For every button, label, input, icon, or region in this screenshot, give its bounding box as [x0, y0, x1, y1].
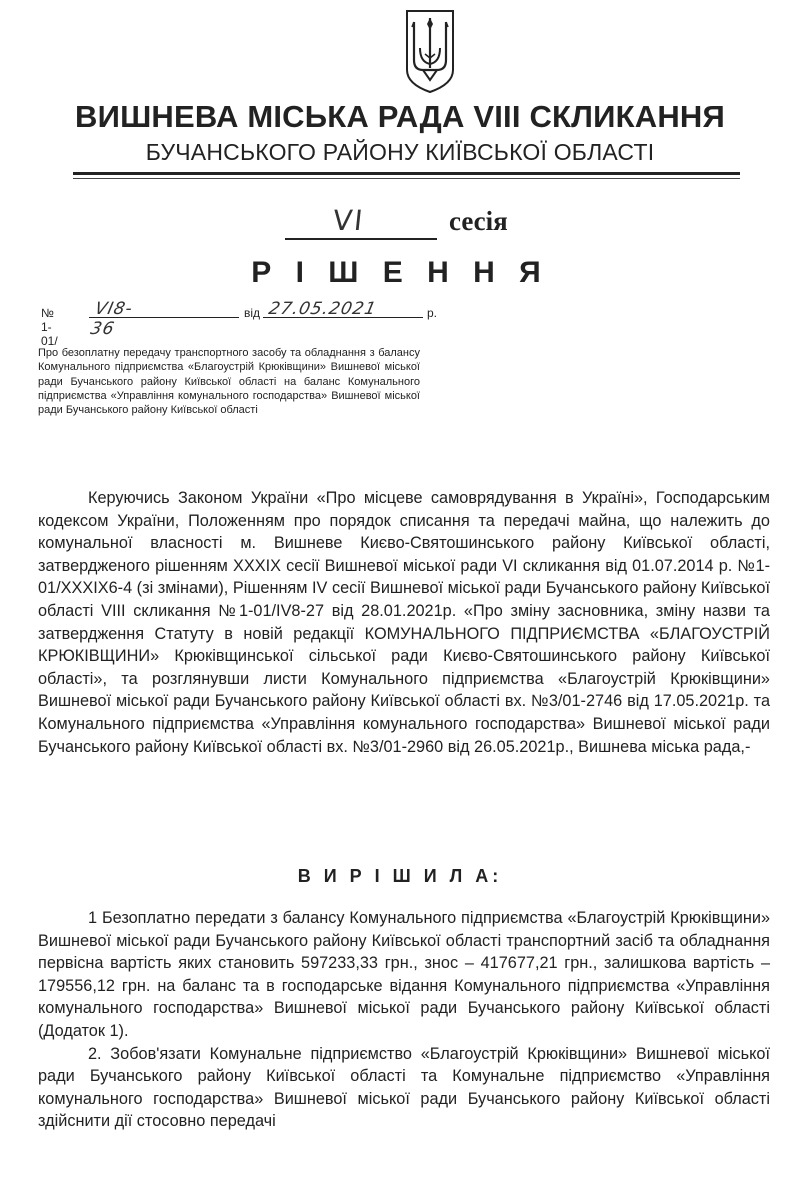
- date-prefix: від: [244, 306, 261, 320]
- session-number: VI: [331, 204, 367, 237]
- header-divider-thin: [73, 178, 740, 179]
- document-number: VI8-36: [88, 299, 135, 339]
- decision-item-2: 2. Зобов'язати Комунальне підприємство «Благоустрій Крюківщини» Вишневої міської ради Бучанського району Київської області та Комунальне підприємство «Управління комунального господарства» Вишневої міської ради Бучанського району Київської області здійснити дії стосовно передачі: [38, 1044, 770, 1131]
- council-name: ВИШНЕВА МІСЬКА РАДА VIII СКЛИКАННЯ: [75, 99, 725, 134]
- resolved-heading: В И Р І Ш И Л А:: [297, 866, 503, 886]
- decision-items: [38, 907, 770, 1133]
- document-date: 27.05.2021: [266, 299, 379, 319]
- session-number-blank: [285, 202, 437, 240]
- trident-coat-of-arms-icon: [403, 8, 457, 94]
- decision-subject: Про безоплатну передачу транспортного засобу та обладнання з балансу Комунального підприємства «Благоустрій Крюківщини» Вишневої міської ради Бучанського району Київської області на баланс Комунального підприємства «Управління комунального господарства» Вишневої міської ради Бучанського району Київської області: [38, 347, 420, 417]
- date-suffix: р.: [427, 306, 438, 320]
- decision-item-1: 1 Безоплатно передати з балансу Комунального підприємства «Благоустрій Крюківщини» Вишневої міської ради Бучанського району Київської області транспортний засіб та обладнання первісна вартість яких становить 597233,33 грн., знос – 417677,21 грн., залишкова вартість – 179556,12 грн. на баланс та в господарське відання Комунального підприємства «Управління комунального господарства» Вишневої міської ради Бучанського району Київської області (Додаток 1).: [38, 909, 770, 1040]
- preamble: [38, 487, 770, 758]
- number-prefix: № 1-01/: [41, 306, 58, 348]
- council-region: БУЧАНСЬКОГО РАЙОНУ КИЇВСЬКОЇ ОБЛАСТІ: [145, 139, 655, 165]
- session-label: сесія: [449, 206, 508, 236]
- document-type-title: Р І Ш Е Н Н Я: [251, 256, 549, 289]
- header-divider-thick: [73, 172, 740, 175]
- preamble-paragraph: Керуючись Законом України «Про місцеве самоврядування в Україні», Господарським кодексом України, Положенням про порядок списання та передачі майна, що належить до комунальної власності м. Вишневе Києво-Святошинського району Київської області, затвердженого рішенням XXXIX сесії Вишневої міської ради VI скликання від 01.07.2014 р. №1-01/XXXIX6-4 (зі змінами), Рішенням IV сесії Вишневої міської ради Бучанського району Київської області VIII скликання №1-01/IV8-27 від 28.01.2021р. «Про зміну засновника, зміну назви та затвердження Статуту в новій редакції КОМУНАЛЬНОГО ПІДПРИЄМСТВА «БЛАГОУСТРІЙ КРЮКІВЩИНИ» Крюківщинської сільської ради Києво-Святошинського району Київської області», та розглянувши листи Комунального підприємства «Благоустрій Крюківщини» Вишневої міської ради Бучанського району Київської області вх. №3/01-2746 від 17.05.2021р. та Комунального підприємства «Управління комунального господарства» Вишневої міської ради Бучанського району Київської області вх. №3/01-2960 від 26.05.2021р., Вишнева міська рада,-: [38, 489, 770, 756]
